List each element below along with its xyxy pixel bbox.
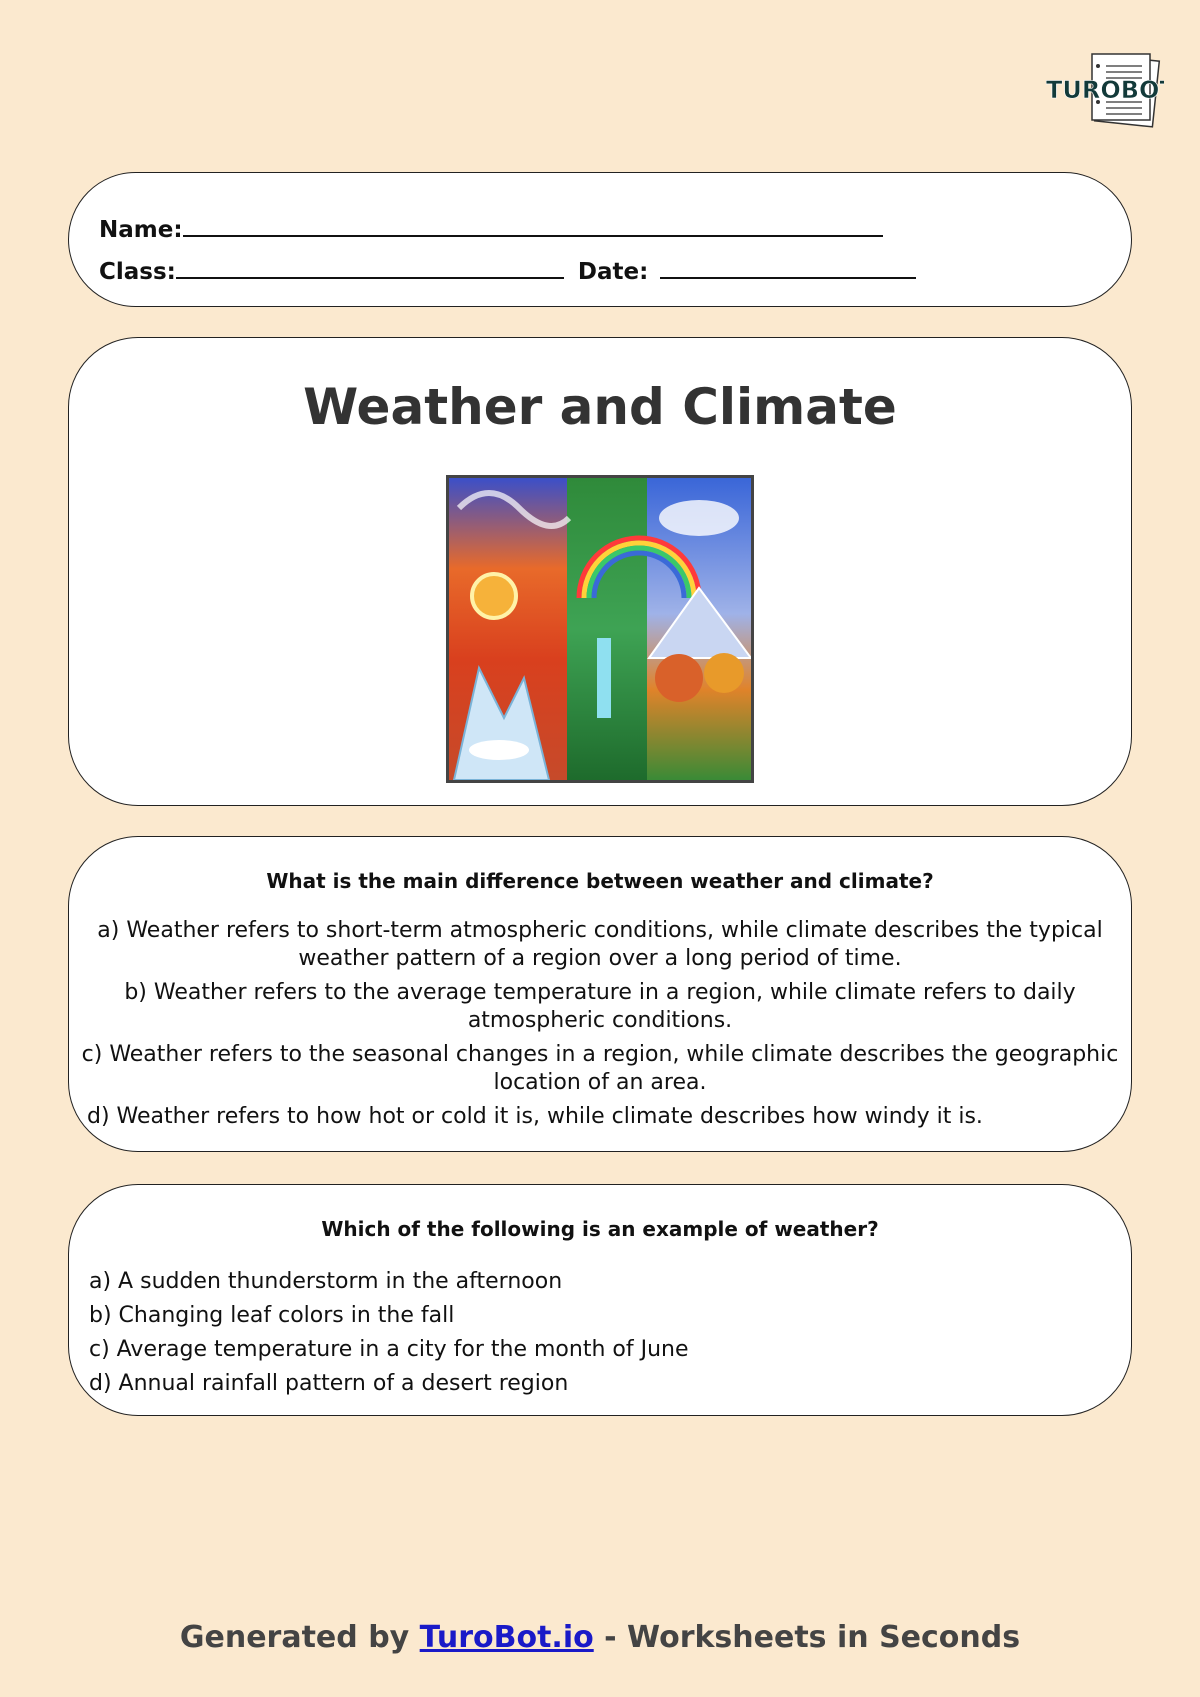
option-b[interactable]: b) Weather refers to the average temperature in a region, while climate refers to daily atmospheric conditions. — [124, 980, 1076, 1033]
svg-text:TUROBOT: TUROBOT — [1046, 76, 1164, 104]
option-c[interactable]: c) Average temperature in a city for the month of June — [89, 1337, 689, 1362]
turobot-link[interactable]: TuroBot.io — [419, 1620, 594, 1655]
question-card-1 — [68, 836, 1132, 1152]
answer-options — [79, 917, 1121, 1137]
answer-options — [89, 1265, 1121, 1401]
turobot-logo — [1046, 52, 1164, 136]
option-a[interactable]: a) A sudden thunderstorm in the afternoon — [89, 1269, 563, 1294]
footer-prefix: Generated by — [179, 1620, 420, 1655]
student-info-card — [68, 172, 1132, 307]
name-field[interactable] — [183, 213, 883, 237]
option-d[interactable]: d) Weather refers to how hot or cold it is, while climate describes how windy it is. — [87, 1104, 983, 1129]
weather-climate-illustration — [446, 475, 754, 783]
question-card-2 — [68, 1184, 1132, 1416]
option-c[interactable]: c) Weather refers to the seasonal changes in a region, while climate describes the geographic location of an area. — [81, 1042, 1119, 1095]
name-label: Name: — [99, 217, 183, 243]
option-d[interactable]: d) Annual rainfall pattern of a desert region — [89, 1371, 569, 1396]
footer — [0, 1620, 1200, 1655]
question-text: What is the main difference between weather and climate? — [266, 869, 934, 893]
class-field[interactable] — [176, 255, 564, 279]
title-card — [68, 337, 1132, 806]
date-label: Date: — [577, 259, 649, 285]
date-field[interactable] — [660, 255, 916, 279]
class-label: Class: — [99, 259, 176, 285]
name-row — [99, 213, 883, 243]
worksheet-title: Weather and Climate — [303, 378, 897, 436]
option-b[interactable]: b) Changing leaf colors in the fall — [89, 1303, 455, 1328]
class-date-row — [99, 255, 916, 285]
option-a[interactable]: a) Weather refers to short-term atmospheric conditions, while climate describes the typical weather pattern of a region over a long period of time. — [97, 918, 1103, 971]
footer-suffix: - Worksheets in Seconds — [593, 1620, 1021, 1655]
question-text: Which of the following is an example of weather? — [321, 1217, 879, 1241]
